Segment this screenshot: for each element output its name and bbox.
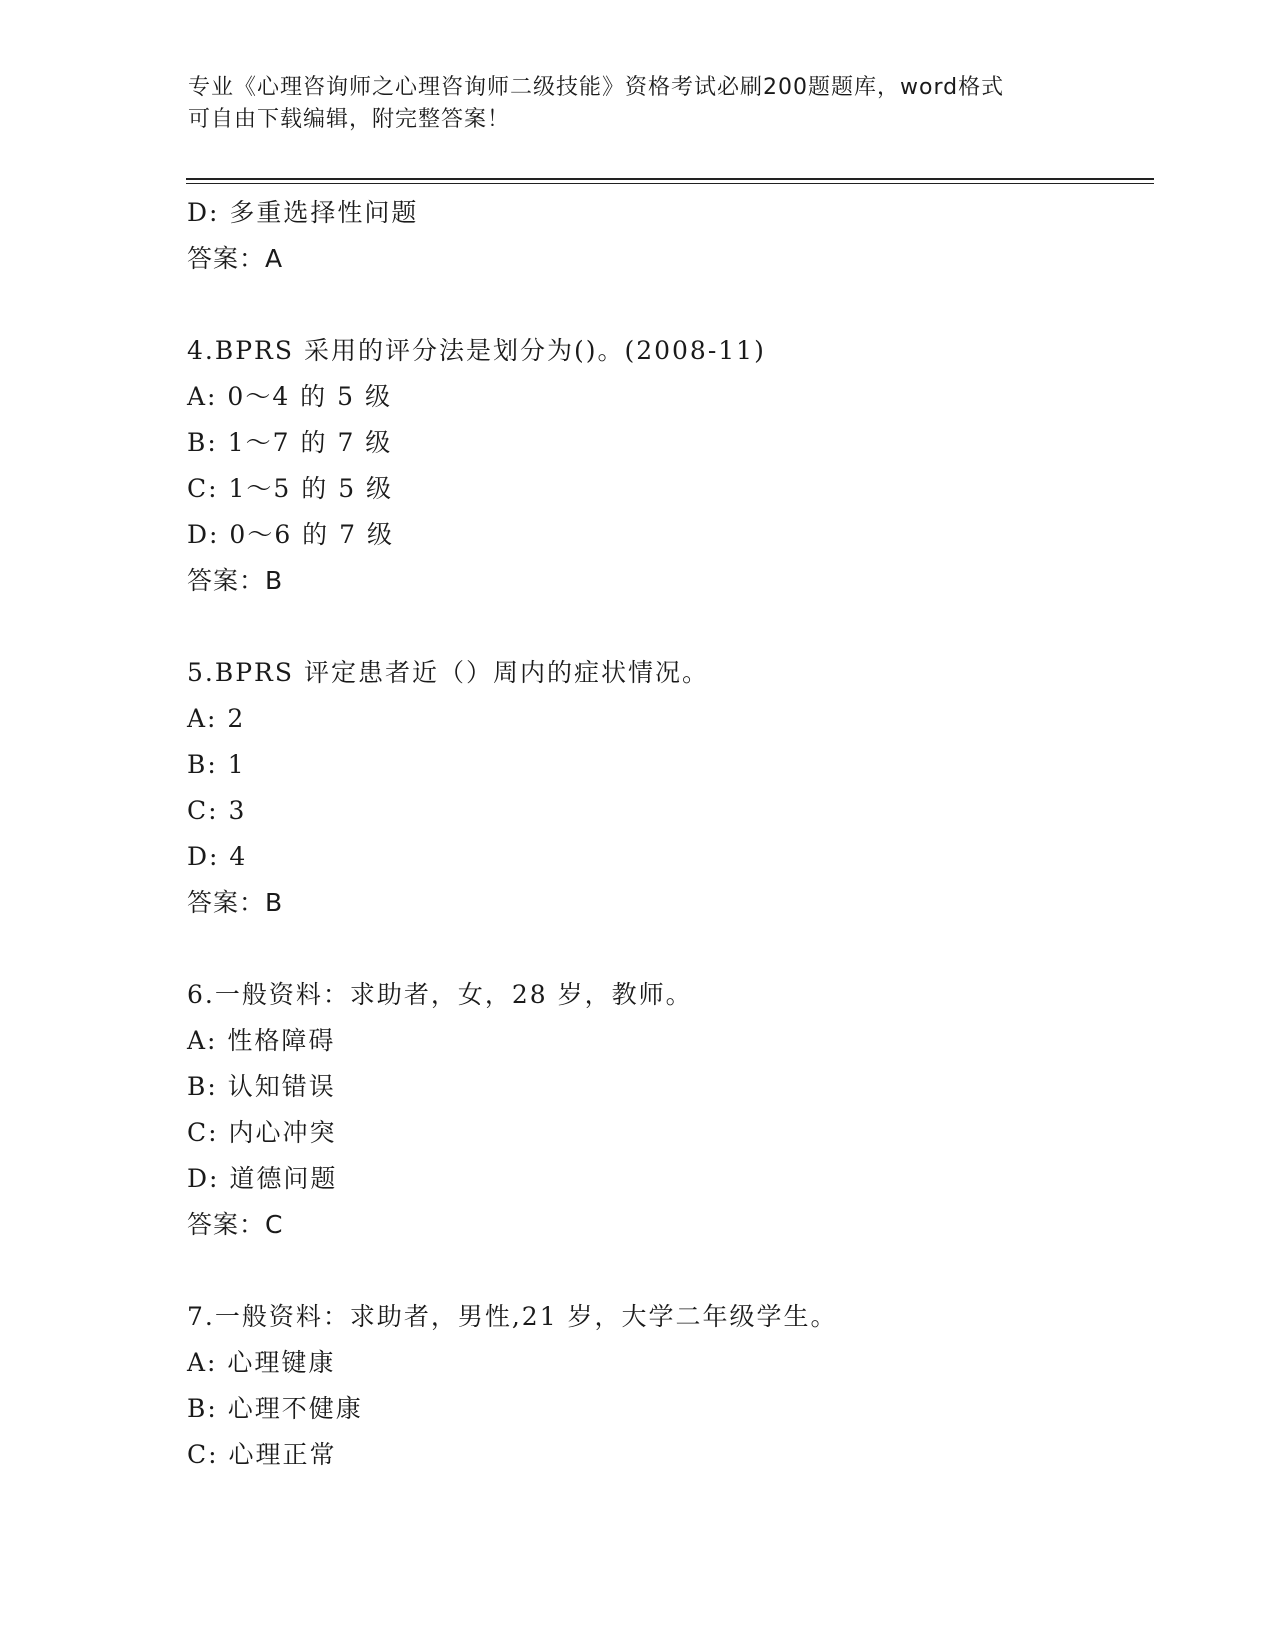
spacer xyxy=(187,604,1147,650)
header-divider-thin xyxy=(186,183,1154,184)
spacer xyxy=(187,282,1147,328)
q4-option-d: D: 0～6 的 7 级 xyxy=(187,520,394,549)
q7-question: 7.一般资料：求助者，男性,21 岁，大学二年级学生。 xyxy=(187,1302,838,1331)
header-divider-thick xyxy=(186,178,1154,180)
q7-option-a: A: 心理键康 xyxy=(187,1348,336,1377)
q6-answer: 答案：C xyxy=(187,1210,284,1239)
q3-answer: 答案：A xyxy=(187,244,284,273)
q6-option-d: D: 道德问题 xyxy=(187,1164,338,1193)
q5-question: 5.BPRS 评定患者近（）周内的症状情况。 xyxy=(187,658,709,687)
q5-option-d: D: 4 xyxy=(187,842,248,871)
question-list xyxy=(187,190,1147,1478)
header-line-1: 专业《心理咨询师之心理咨询师二级技能》资格考试必刷200题题库，word格式 xyxy=(188,75,1005,100)
q5-option-b: B: 1 xyxy=(187,750,246,779)
spacer xyxy=(187,926,1147,972)
q4-option-a: A: 0～4 的 5 级 xyxy=(187,382,392,411)
q4-option-c: C: 1～5 的 5 级 xyxy=(187,474,394,503)
q6-option-b: B: 认知错误 xyxy=(187,1072,336,1101)
q3-option-d: D: 多重选择性问题 xyxy=(187,198,419,227)
q4-answer: 答案：B xyxy=(187,566,284,595)
q4-question: 4.BPRS 采用的评分法是划分为()。(2008-11) xyxy=(187,336,766,365)
q6-option-c: C: 内心冲突 xyxy=(187,1118,337,1147)
spacer xyxy=(187,1248,1147,1294)
header-line-2: 可自由下载编辑，附完整答案！ xyxy=(188,107,511,132)
q7-option-b: B: 心理不健康 xyxy=(187,1394,363,1423)
q6-question: 6.一般资料：求助者，女，28 岁，教师。 xyxy=(187,980,693,1009)
q5-option-c: C: 3 xyxy=(187,796,247,825)
q4-option-b: B: 1～7 的 7 级 xyxy=(187,428,393,457)
q7-option-c: C: 心理正常 xyxy=(187,1440,337,1469)
q5-answer: 答案：B xyxy=(187,888,284,917)
q5-option-a: A: 2 xyxy=(187,704,246,733)
q6-option-a: A: 性格障碍 xyxy=(187,1026,336,1055)
document-header xyxy=(188,72,1088,136)
